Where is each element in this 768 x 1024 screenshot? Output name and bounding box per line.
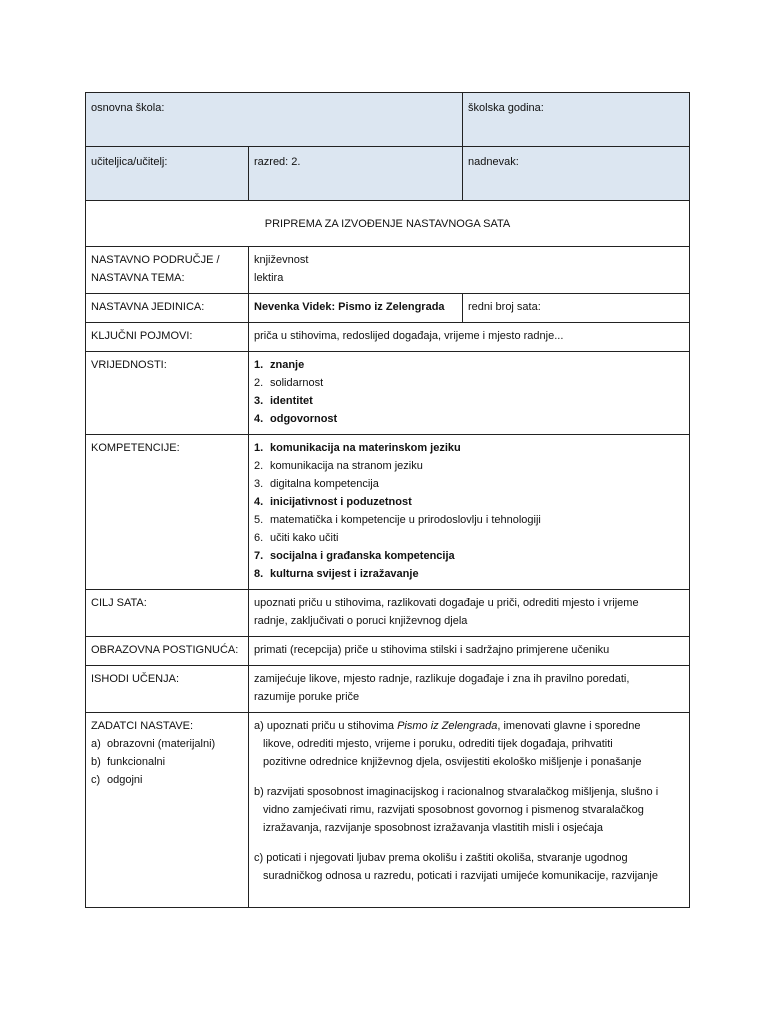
teacher-field[interactable]: učiteljica/učitelj: [86,147,249,201]
task-types-list [91,735,243,789]
list-item-number: 7. [254,550,264,562]
competences-row [86,435,690,590]
list-item-text: solidarnost [270,377,324,389]
list-item-text: odgojni [107,774,143,786]
list-item-text: socijalna i građanska kompetencija [270,550,455,562]
goal-value[interactable]: upoznati priču u stihovima, razlikovati događaje u priči, odrediti mjesto i vrijeme radnje, zaključivati o poruci književnog djela [249,590,690,637]
values-list [254,356,684,428]
tasks-label-cell [86,713,249,908]
list-item-number: 3. [254,478,264,490]
list-item-number: 4. [254,496,264,508]
lesson-number-field[interactable]: redni broj sata: [463,294,690,323]
values-row [86,352,690,435]
list-item [254,529,684,547]
list-item-number: b) [91,756,101,768]
list-item-number: 4. [254,413,264,425]
list-item [254,410,684,428]
list-item-text: znanje [270,359,305,371]
list-item [254,493,684,511]
list-item [254,439,684,457]
list-item-text: kulturna svijest i izražavanje [270,568,419,580]
tasks-row [86,713,690,908]
list-item-text: funkcionalni [107,756,166,768]
outcomes-row [86,666,690,713]
school-field[interactable]: osnovna škola: [86,93,463,147]
list-item [91,753,243,771]
concepts-value[interactable]: priča u stihovima, redoslijed događaja, vrijeme i mjesto radnje... [249,323,690,352]
title-row [86,201,690,247]
achievements-row [86,637,690,666]
concepts-row [86,323,690,352]
list-item [91,771,243,789]
header-row-school [86,93,690,147]
list-item-number: 5. [254,514,264,526]
list-item-number: 1. [254,442,264,454]
unit-value[interactable]: Nevenka Videk: Pismo iz Zelengrada [249,294,463,323]
task-b: b) razvijati sposobnost imaginacijskog i racionalnog stvaralačkog mišljenja, slušno i vidno zamjećivati rimu, razvijati sposobnost govornog i pismenog stvaralačkog izražavanja, razvijanje sposobnost izražavanja vlastitih misli i osjećaja [254,786,659,834]
list-item-number: 3. [254,395,264,407]
list-item-text: obrazovni (materijalni) [107,738,216,750]
list-item-number: 8. [254,568,264,580]
competences-list-cell[interactable] [249,435,690,590]
list-item-text: digitalna kompetencija [270,478,379,490]
list-item [254,511,684,529]
grade-field[interactable]: razred: 2. [249,147,463,201]
list-item [254,392,684,410]
concepts-label: KLJUČNI POJMOVI: [86,323,249,352]
date-field[interactable]: nadnevak: [463,147,690,201]
list-item-text: matematička i kompetencije u prirodoslovlju i tehnologiji [270,514,541,526]
list-item [254,475,684,493]
list-item-text: učiti kako učiti [270,532,339,544]
page-title: PRIPREMA ZA IZVOĐENJE NASTAVNOGA SATA [86,201,690,247]
list-item [254,374,684,392]
list-item [254,565,684,583]
header-row-teacher [86,147,690,201]
competences-list [254,439,684,583]
tasks-label: ZADATCI NASTAVE: [91,720,194,732]
area-row [86,247,690,294]
tasks-value[interactable] [249,713,690,908]
goal-row [86,590,690,637]
achievements-label: OBRAZOVNA POSTIGNUĆA: [86,637,249,666]
list-item-number: a) [91,738,101,750]
list-item-number: c) [91,774,101,786]
lesson-plan-table [85,92,690,908]
unit-row [86,294,690,323]
list-item [254,356,684,374]
area-label: NASTAVNO PODRUČJE / NASTAVNA TEMA: [86,247,249,294]
list-item [254,457,684,475]
task-c: c) poticati i njegovati ljubav prema okolišu i zaštiti okoliša, stvaranje ugodnog suradničkog odnosa u razredu, poticati i razvijati umijeće komunikacije, razvijanje [254,852,658,882]
unit-label: NASTAVNA JEDINICA: [86,294,249,323]
list-item-text: identitet [270,395,313,407]
values-label: VRIJEDNOSTI: [86,352,249,435]
list-item-text: inicijativnost i poduzetnost [270,496,412,508]
list-item-number: 2. [254,377,264,389]
outcomes-label: ISHODI UČENJA: [86,666,249,713]
goal-label: CILJ SATA: [86,590,249,637]
school-year-field[interactable]: školska godina: [463,93,690,147]
competences-label: KOMPETENCIJE: [86,435,249,590]
task-a: a) upoznati priču u stihovima Pismo iz Zelengrada, imenovati glavne i sporedne likove, odrediti mjesto, vrijeme i poruku, odrediti tijek događaja, prihvatiti pozitivne odrednice književnog djela, osvijestiti ekološko mišljenje i ponašanje [254,720,642,768]
list-item [91,735,243,753]
list-item-number: 2. [254,460,264,472]
list-item-text: komunikacija na stranom jeziku [270,460,423,472]
values-list-cell[interactable] [249,352,690,435]
list-item-text: odgovornost [270,413,338,425]
outcomes-value[interactable]: zamijećuje likove, mjesto radnje, razlikuje događaje i zna ih pravilno poredati, razumije poruke priče [249,666,690,713]
area-value[interactable]: književnost lektira [249,247,690,294]
list-item-number: 6. [254,532,264,544]
list-item-number: 1. [254,359,264,371]
lesson-plan-form [85,92,689,908]
achievements-value[interactable]: primati (recepcija) priče u stihovima stilski i sadržajno primjerene učeniku [249,637,690,666]
list-item-text: komunikacija na materinskom jeziku [270,442,461,454]
list-item [254,547,684,565]
